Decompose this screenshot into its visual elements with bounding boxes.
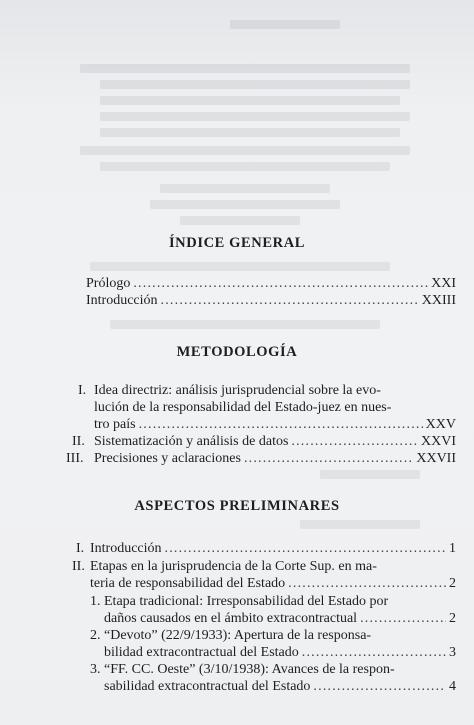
toc-entry-label: Prólogo [86, 276, 131, 291]
toc-entry-label-line: Etapas en la jurisprudencia de la Corte Sup. en ma- [90, 559, 377, 574]
toc-entry-introduccion[interactable] [86, 293, 456, 309]
toc-entry-sistematizacion[interactable] [72, 434, 456, 450]
dot-leader [139, 417, 423, 433]
toc-entry-label: Sistematización y análisis de datos [94, 434, 289, 449]
toc-entry-devoto[interactable] [90, 628, 456, 661]
dot-leader [133, 276, 428, 292]
toc-entry-number: II. [72, 559, 85, 574]
toc-page-number: XXI [431, 276, 456, 291]
section-heading-indice-general: ÍNDICE GENERAL [168, 235, 306, 251]
dot-leader [291, 434, 418, 450]
toc-page-number: XXIII [421, 293, 456, 308]
toc-entry-etapa-tradicional[interactable] [90, 594, 456, 627]
toc-entry-number: 2. [90, 628, 101, 643]
dot-leader [313, 679, 446, 695]
dot-leader [288, 576, 446, 592]
toc-entry-label-line: tro país [94, 417, 136, 432]
toc-entry-label-line: sabilidad extracontractual del Estado [104, 679, 311, 694]
toc-page-number: XXV [425, 417, 456, 432]
toc-entry-number: II. [72, 434, 85, 449]
dot-leader [161, 293, 419, 309]
toc-page-number: 3 [449, 645, 456, 660]
toc-page-number: XXVII [416, 451, 456, 466]
toc-entry-number: 1. [90, 594, 101, 609]
dot-leader [165, 541, 446, 557]
toc-entry-prologo[interactable] [86, 276, 456, 292]
toc-entry-label-line: teria de responsabilidad del Estado [90, 576, 286, 591]
toc-entry-number: I. [78, 383, 87, 398]
toc-page-number: 1 [449, 541, 456, 556]
toc-page-number: XXVI [421, 434, 456, 449]
toc-entry-label-line: daños causados en el ámbito extracontractual [104, 611, 358, 626]
toc-page-number: 4 [449, 679, 456, 694]
section-heading-metodologia: METODOLOGÍA [176, 344, 298, 360]
toc-entry-label-line: Idea directriz: análisis jurisprudencial sobre la evo- [94, 383, 381, 398]
toc-entry-label: Precisiones y aclaraciones [94, 451, 241, 466]
dot-leader [244, 451, 413, 467]
toc-entry-etapas[interactable] [72, 559, 456, 592]
toc-entry-ff-cc-oeste[interactable] [90, 662, 456, 695]
toc-entry-introduccion-preliminar[interactable] [76, 541, 456, 557]
toc-entry-number: I. [76, 541, 85, 556]
toc-page-number: 2 [449, 576, 456, 591]
toc-entry-label: Introducción [90, 541, 162, 556]
toc-entry-number: 3. [90, 662, 101, 677]
toc-entry-label-line: bilidad extracontractual del Estado [104, 645, 299, 660]
toc-entry-label-line: lución de la responsabilidad del Estado-juez en nues- [94, 400, 392, 415]
toc-entry-idea-directriz[interactable] [78, 383, 456, 433]
toc-entry-number: III. [66, 451, 84, 466]
toc-entry-precisiones[interactable] [66, 451, 456, 467]
toc-entry-label-line: “FF. CC. Oeste” (3/10/1938): Avances de la respon- [104, 662, 395, 677]
toc-entry-label-line: Etapa tradicional: Irresponsabilidad del Estado por [104, 594, 389, 609]
dot-leader [302, 645, 446, 661]
section-heading-aspectos-preliminares: ASPECTOS PRELIMINARES [134, 498, 340, 514]
dot-leader [360, 611, 446, 627]
toc-entry-label-line: “Devoto” (22/9/1933): Apertura de la responsa- [104, 628, 372, 643]
toc-page-number: 2 [449, 611, 456, 626]
toc-entry-label: Introducción [86, 293, 158, 308]
